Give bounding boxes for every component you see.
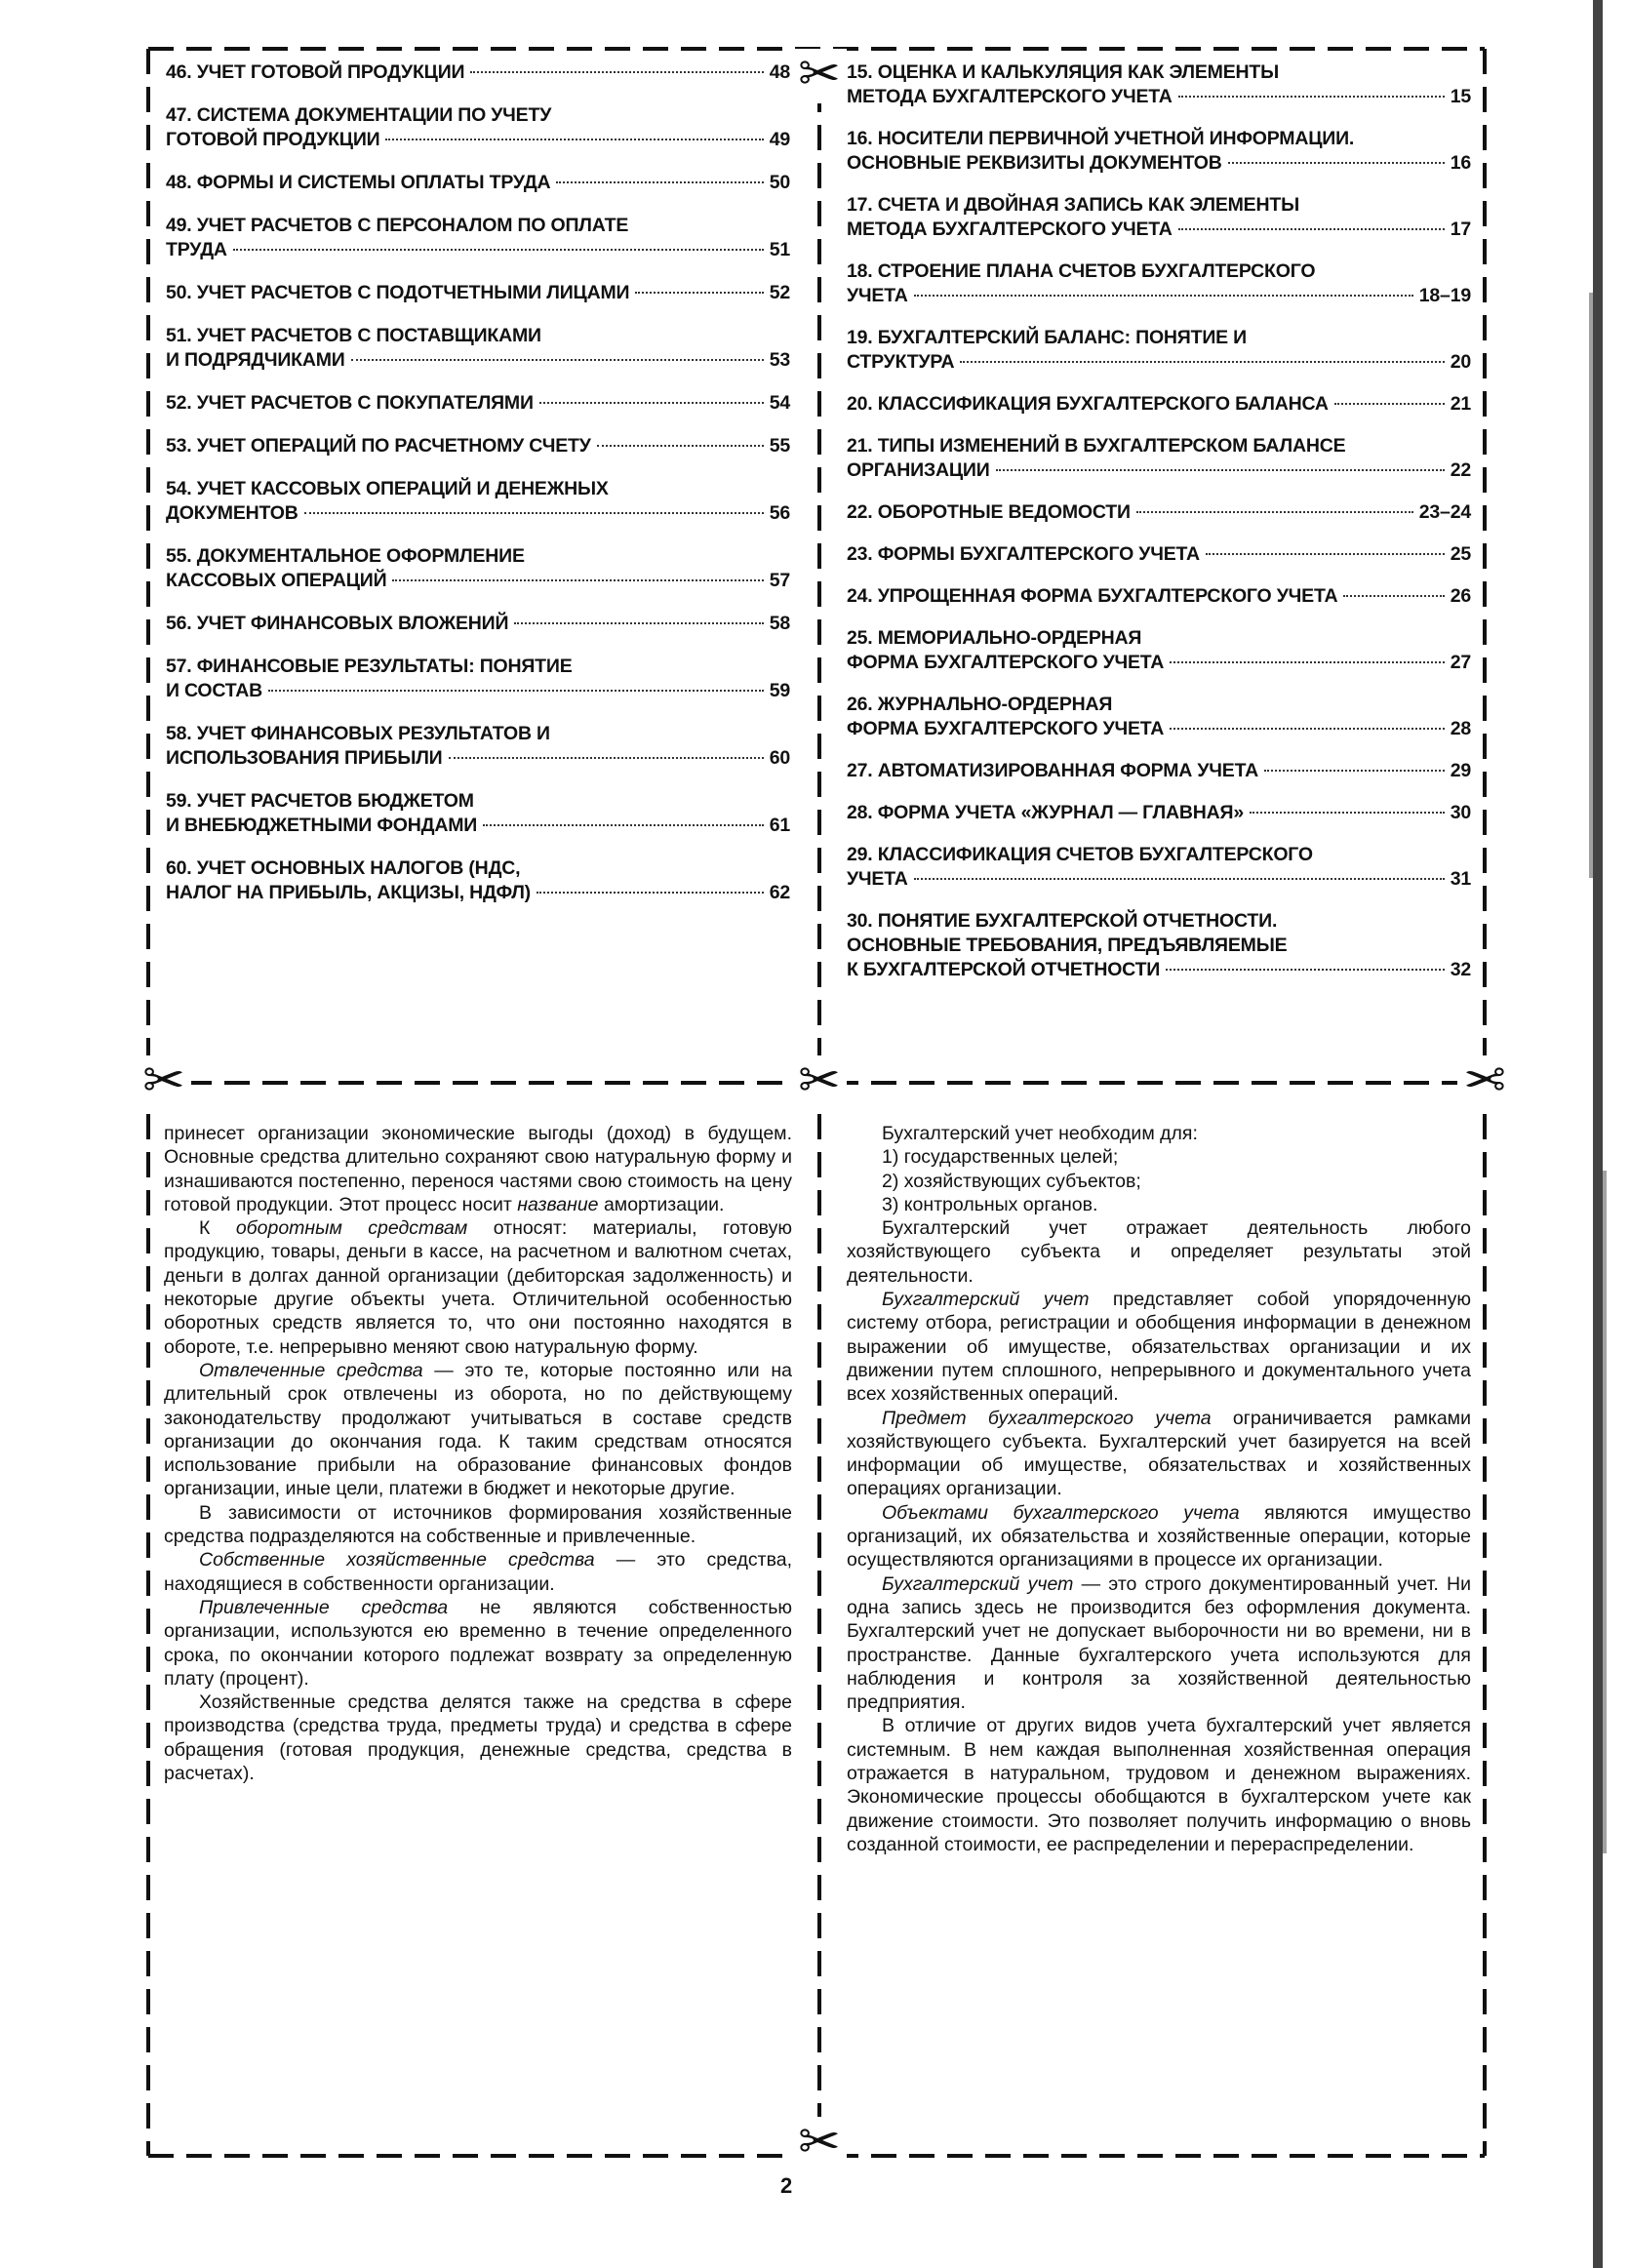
toc-entry xyxy=(847,500,1471,525)
toc-entry-title-line: 19. БУХГАЛТЕРСКИЙ БАЛАНС: ПОНЯТИЕ И xyxy=(847,327,1247,348)
toc-entry-title: ДОКУМЕНТОВ xyxy=(166,502,298,524)
paragraph xyxy=(847,1193,1471,1216)
emphasized-term: оборотным средствам xyxy=(235,1217,468,1240)
toc-entry-row xyxy=(847,759,1471,783)
paragraph xyxy=(847,1122,1471,1145)
toc-leader-dots xyxy=(1178,96,1445,98)
toc-entry xyxy=(847,909,1471,982)
text-run: являются имущество организаций, их обязательства и хозяйственные операции, которые осуществляются организациями в процессе их организации. xyxy=(847,1501,1471,1572)
toc-leader-dots xyxy=(914,295,1413,297)
toc-page-number: 29 xyxy=(1450,760,1471,781)
toc-entry-title: И СОСТАВ xyxy=(166,680,263,701)
toc-entry-row xyxy=(166,679,790,703)
toc-page-number: 52 xyxy=(769,282,790,303)
toc-entry-title: ФОРМА БУХГАЛТЕРСКОГО УЧЕТА xyxy=(847,718,1165,739)
text-run: Бухгалтерский учет необходим для: xyxy=(882,1123,1198,1144)
toc-page-number: 21 xyxy=(1450,393,1471,415)
emphasized-term: Собственные хозяйственные средства xyxy=(199,1549,595,1572)
toc-entry-row xyxy=(166,128,790,152)
scissors-icon: ✂ xyxy=(137,1055,191,1110)
toc-leader-dots xyxy=(514,622,763,624)
toc-entry xyxy=(166,789,790,838)
paragraph xyxy=(164,1548,792,1596)
toc-entry xyxy=(166,324,790,373)
table-of-contents-right xyxy=(847,60,1471,1000)
toc-entry xyxy=(166,544,790,593)
toc-entry-title-line: 60. УЧЕТ ОСНОВНЫХ НАЛОГОВ (НДС, xyxy=(166,857,521,879)
toc-entry xyxy=(166,477,790,526)
emphasized-term: Отвлеченные средства xyxy=(199,1359,423,1381)
toc-leader-dots xyxy=(1343,595,1444,597)
toc-page-number: 61 xyxy=(769,815,790,836)
toc-entry-title-line: 54. УЧЕТ КАССОВЫХ ОПЕРАЦИЙ И ДЕНЕЖНЫХ xyxy=(166,478,609,499)
text-run: относят: материалы, готовую продукцию, товары, деньги в кассе, на расчетном и валютном счетах, деньги в долгах данной организации (дебиторская задолженность) и некоторые другие объекты учета. Отличительной особенностью оборотных средств является то, что они постоянно находятся в обороте, т.е. непрерывно меняют свою натуральную форму. xyxy=(164,1217,792,1358)
text-run: принесет организации экономические выгоды (доход) в будущем. Основные средства длительно сохраняют свою натуральную форму и изнашиваются постепенно, перенося частями свою стоимость на цену готовой продукции. Этот процесс носит xyxy=(164,1123,792,1215)
body-text-right xyxy=(847,1122,1471,1856)
toc-entry-row xyxy=(847,284,1471,308)
toc-entry-row xyxy=(847,218,1471,242)
paragraph xyxy=(847,1714,1471,1856)
toc-entry-title: КАССОВЫХ ОПЕРАЦИЙ xyxy=(166,570,387,591)
toc-leader-dots xyxy=(1136,511,1413,513)
toc-entry-title: УЧЕТА xyxy=(847,285,908,306)
toc-entry xyxy=(166,434,790,458)
toc-entry-row xyxy=(847,500,1471,525)
toc-entry-row xyxy=(847,542,1471,567)
toc-entry xyxy=(166,281,790,305)
toc-page-number: 32 xyxy=(1450,959,1471,980)
toc-entry-title-line: 30. ПОНЯТИЕ БУХГАЛТЕРСКОЙ ОТЧЕТНОСТИ. xyxy=(847,910,1278,932)
toc-entry-row xyxy=(847,151,1471,176)
toc-entry-row xyxy=(166,391,790,416)
paragraph xyxy=(847,1572,1471,1715)
emphasized-term: Объектами бухгалтерского учета xyxy=(882,1501,1240,1524)
toc-entry xyxy=(847,193,1471,242)
toc-entry-row xyxy=(847,651,1471,675)
emphasized-term: Бухгалтерский учет xyxy=(882,1289,1090,1311)
scissors-icon: ✂ xyxy=(1457,1055,1512,1110)
toc-entry-row xyxy=(166,501,790,526)
toc-entry-title: 56. УЧЕТ ФИНАНСОВЫХ ВЛОЖЕНИЙ xyxy=(166,613,509,634)
toc-entry-title: И ПОДРЯДЧИКАМИ xyxy=(166,349,345,371)
toc-page-number: 26 xyxy=(1450,585,1471,607)
toc-leader-dots xyxy=(1166,969,1445,971)
scan-edge-shadow xyxy=(1585,0,1614,2268)
toc-entry-row xyxy=(847,867,1471,892)
toc-leader-dots xyxy=(1264,770,1445,772)
toc-page-number: 54 xyxy=(769,392,790,414)
toc-leader-dots xyxy=(392,579,763,581)
scissors-icon: ✂ xyxy=(792,49,847,103)
paragraph xyxy=(847,1407,1471,1501)
toc-entry-row xyxy=(847,717,1471,741)
toc-page-number: 51 xyxy=(769,239,790,260)
toc-entry xyxy=(847,584,1471,609)
toc-entry xyxy=(166,722,790,771)
toc-entry xyxy=(847,259,1471,308)
toc-page-number: 17 xyxy=(1450,219,1471,240)
toc-entry xyxy=(847,60,1471,109)
toc-entry-title: СТРУКТУРА xyxy=(847,351,955,373)
toc-leader-dots xyxy=(470,71,763,73)
toc-entry xyxy=(847,759,1471,783)
toc-entry-row xyxy=(166,569,790,593)
toc-entry-title-line: 17. СЧЕТА И ДВОЙНАЯ ЗАПИСЬ КАК ЭЛЕМЕНТЫ xyxy=(847,194,1299,216)
paragraph xyxy=(164,1216,792,1359)
toc-entry xyxy=(166,214,790,262)
toc-entry-row xyxy=(166,281,790,305)
toc-entry-title-line: ОСНОВНЫЕ ТРЕБОВАНИЯ, ПРЕДЪЯВЛЯЕМЫЕ xyxy=(847,935,1288,956)
toc-page-number: 15 xyxy=(1450,86,1471,107)
toc-entry xyxy=(847,626,1471,675)
text-run: В отличие от других видов учета бухгалтерский учет является системным. В нем каждая выполненная хозяйственная операция отражается в натуральном, трудовом и денежном выражениях. Экономические процессы обобщаются в бухгалтерском учете как движение стоимости. Это позволяет получить информацию о вновь созданной стоимости, ее распределении и перераспределении. xyxy=(847,1715,1471,1855)
toc-entry-title-line: 16. НОСИТЕЛИ ПЕРВИЧНОЙ УЧЕТНОЙ ИНФОРМАЦИИ. xyxy=(847,128,1355,149)
text-run: — это средства, находящиеся в собственности организации. xyxy=(164,1549,792,1595)
toc-page-number: 16 xyxy=(1450,152,1471,174)
toc-page-number: 20 xyxy=(1450,351,1471,373)
toc-entry-row xyxy=(847,458,1471,483)
toc-entry-row xyxy=(166,238,790,262)
toc-leader-dots xyxy=(556,181,763,183)
toc-entry xyxy=(166,60,790,85)
toc-page-number: 56 xyxy=(769,502,790,524)
toc-entry-row xyxy=(166,60,790,85)
toc-entry-title: ИСПОЛЬЗОВАНИЯ ПРИБЫЛИ xyxy=(166,747,443,769)
toc-entry-row xyxy=(847,801,1471,825)
text-run: — это строго документированный учет. Ни одна запись здесь не производится без оформления документа. Бухгалтерский учет не допускает выборочности ни во времени, ни в пространстве. Данные бухгалтерского учета используются для наблюдения и контроля за хозяйственной деятельностью предприятия. xyxy=(847,1572,1471,1714)
toc-page-number: 60 xyxy=(769,747,790,769)
toc-entry-title-line: 57. ФИНАНСОВЫЕ РЕЗУЛЬТАТЫ: ПОНЯТИЕ xyxy=(166,656,573,677)
toc-page-number: 57 xyxy=(769,570,790,591)
text-run: — это те, которые постоянно или на длительный срок отвлечены из оборота, но по действующему законодательству продолжают учитываться в составе средств организации до окончания года. К таким средствам относятся использование прибыли на образование финансовых фондов организации, иные цели, платежи в бюджет и некоторые другие. xyxy=(164,1359,792,1500)
toc-entry-title-line: 58. УЧЕТ ФИНАНСОВЫХ РЕЗУЛЬТАТОВ И xyxy=(166,723,550,744)
toc-leader-dots xyxy=(1206,553,1445,555)
toc-leader-dots xyxy=(1334,403,1445,405)
toc-entry xyxy=(166,856,790,905)
toc-leader-dots xyxy=(233,249,764,251)
toc-entry-row xyxy=(166,171,790,195)
toc-entry-row xyxy=(847,85,1471,109)
toc-entry-title-line: 47. СИСТЕМА ДОКУМЕНТАЦИИ ПО УЧЕТУ xyxy=(166,104,552,126)
toc-entry-title: 50. УЧЕТ РАСЧЕТОВ С ПОДОТЧЕТНЫМИ ЛИЦАМИ xyxy=(166,282,630,303)
text-run: 3) контрольных органов. xyxy=(882,1193,1098,1215)
toc-entry-row xyxy=(166,746,790,771)
toc-entry-title-line: 59. УЧЕТ РАСЧЕТОВ БЮДЖЕТОМ xyxy=(166,790,474,812)
toc-leader-dots xyxy=(960,361,1444,363)
toc-page-number: 25 xyxy=(1450,543,1471,565)
toc-leader-dots xyxy=(1250,812,1445,814)
text-run: 1) государственных целей; xyxy=(882,1146,1119,1169)
toc-entry xyxy=(166,171,790,195)
toc-entry-title-line: 15. ОЦЕНКА И КАЛЬКУЛЯЦИЯ КАК ЭЛЕМЕНТЫ xyxy=(847,61,1280,83)
toc-leader-dots xyxy=(1170,661,1445,663)
toc-entry-row xyxy=(166,814,790,838)
toc-entry-title-line: 26. ЖУРНАЛЬНО-ОРДЕРНАЯ xyxy=(847,694,1113,715)
toc-leader-dots xyxy=(483,824,764,826)
text-run: ограничивается рамками хозяйствующего субъекта. Бухгалтерский учет базируется на всей информации об имуществе, обязательствах и хозяйственных операциях организации. xyxy=(847,1407,1471,1500)
text-run: Хозяйственные средства делятся также на средства в сфере производства (средства труда, предметы труда) и средства в сфере обращения (готовая продукция, денежные средства, средства в расчетах). xyxy=(164,1691,792,1785)
text-run: Бухгалтерский учет отражает деятельность любого хозяйствующего субъекта и определяет результаты этой деятельности. xyxy=(847,1217,1471,1287)
toc-leader-dots xyxy=(597,445,764,447)
paragraph xyxy=(847,1501,1471,1572)
toc-leader-dots xyxy=(996,469,1445,471)
toc-entry-title: 53. УЧЕТ ОПЕРАЦИЙ ПО РАСЧЕТНОМУ СЧЕТУ xyxy=(166,435,591,457)
toc-leader-dots xyxy=(635,292,763,294)
toc-entry-title: 46. УЧЕТ ГОТОВОЙ ПРОДУКЦИИ xyxy=(166,61,465,83)
toc-page-number: 31 xyxy=(1450,868,1471,890)
toc-entry xyxy=(847,127,1471,176)
toc-leader-dots xyxy=(1178,228,1445,230)
toc-entry-title-line: 25. МЕМОРИАЛЬНО-ОРДЕРНАЯ xyxy=(847,627,1142,649)
toc-entry xyxy=(847,542,1471,567)
toc-entry xyxy=(166,612,790,636)
toc-leader-dots xyxy=(304,512,764,514)
toc-entry xyxy=(847,801,1471,825)
paragraph xyxy=(847,1145,1471,1169)
toc-entry-row xyxy=(847,584,1471,609)
toc-entry-title: ФОРМА БУХГАЛТЕРСКОГО УЧЕТА xyxy=(847,652,1165,673)
toc-entry-title: 28. ФОРМА УЧЕТА «ЖУРНАЛ — ГЛАВНАЯ» xyxy=(847,802,1245,823)
text-run: не являются собственностью организации, используются ею временно в течение определенного срока, по окончании которого подлежат возврату за определенную плату (процент). xyxy=(164,1596,792,1690)
text-run: К xyxy=(199,1217,236,1240)
toc-entry-row xyxy=(847,392,1471,417)
toc-entry-title: ОСНОВНЫЕ РЕКВИЗИТЫ ДОКУМЕНТОВ xyxy=(847,152,1222,174)
toc-entry-row xyxy=(166,612,790,636)
toc-page-number: 59 xyxy=(769,680,790,701)
toc-entry-title: И ВНЕБЮДЖЕТНЫМИ ФОНДАМИ xyxy=(166,815,478,836)
emphasized-term: название xyxy=(517,1193,599,1215)
toc-entry-title: 48. ФОРМЫ И СИСТЕМЫ ОПЛАТЫ ТРУДА xyxy=(166,172,551,193)
toc-entry-title-line: 55. ДОКУМЕНТАЛЬНОЕ ОФОРМЛЕНИЕ xyxy=(166,545,525,567)
toc-page-number: 48 xyxy=(769,61,790,83)
toc-leader-dots xyxy=(537,892,764,894)
toc-entry-title-line: 18. СТРОЕНИЕ ПЛАНА СЧЕТОВ БУХГАЛТЕРСКОГО xyxy=(847,260,1316,282)
toc-page-number: 58 xyxy=(769,613,790,634)
paragraph xyxy=(164,1691,792,1785)
toc-leader-dots xyxy=(449,757,764,759)
toc-leader-dots xyxy=(268,690,764,692)
toc-entry-title: МЕТОДА БУХГАЛТЕРСКОГО УЧЕТА xyxy=(847,219,1173,240)
toc-entry xyxy=(847,392,1471,417)
toc-entry-title-line: 21. ТИПЫ ИЗМЕНЕНИЙ В БУХГАЛТЕРСКОМ БАЛАНСЕ xyxy=(847,435,1346,457)
toc-leader-dots xyxy=(1170,728,1445,730)
toc-entry-row xyxy=(847,350,1471,375)
toc-entry-row xyxy=(166,881,790,905)
emphasized-term: Предмет бухгалтерского учета xyxy=(882,1407,1212,1429)
text-run: амортизации. xyxy=(598,1193,725,1215)
text-run: В зависимости от источников формирования хозяйственные средства подразделяются на собственные и привлеченные. xyxy=(164,1501,792,1548)
toc-entry-row xyxy=(166,348,790,373)
toc-page-number: 23–24 xyxy=(1418,501,1471,523)
toc-page-number: 49 xyxy=(769,129,790,150)
toc-page-number: 55 xyxy=(769,435,790,457)
paragraph xyxy=(164,1359,792,1501)
text-run: 2) хозяйствующих субъектов; xyxy=(882,1170,1141,1192)
paragraph xyxy=(847,1170,1471,1193)
toc-entry xyxy=(847,326,1471,375)
emphasized-term: Бухгалтерский учет xyxy=(882,1572,1074,1595)
toc-leader-dots xyxy=(351,359,764,361)
toc-page-number: 28 xyxy=(1450,718,1471,739)
toc-page-number: 30 xyxy=(1450,802,1471,823)
paragraph xyxy=(164,1122,792,1216)
toc-entry-row xyxy=(166,434,790,458)
toc-entry-title: 52. УЧЕТ РАСЧЕТОВ С ПОКУПАТЕЛЯМИ xyxy=(166,392,534,414)
toc-leader-dots xyxy=(385,139,763,140)
toc-entry xyxy=(847,843,1471,892)
toc-leader-dots xyxy=(539,402,764,404)
toc-entry-title: УЧЕТА xyxy=(847,868,908,890)
toc-page-number: 50 xyxy=(769,172,790,193)
toc-entry xyxy=(166,391,790,416)
toc-entry-row xyxy=(847,958,1471,982)
paragraph xyxy=(847,1288,1471,1406)
toc-entry xyxy=(166,103,790,152)
toc-entry xyxy=(847,693,1471,741)
emphasized-term: Привлеченные средства xyxy=(199,1596,449,1618)
toc-leader-dots xyxy=(914,878,1445,880)
toc-page-number: 22 xyxy=(1450,459,1471,481)
toc-leader-dots xyxy=(1228,162,1445,164)
toc-entry-title: 20. КЛАССИФИКАЦИЯ БУХГАЛТЕРСКОГО БАЛАНСА xyxy=(847,393,1329,415)
toc-entry xyxy=(847,434,1471,483)
toc-page-number: 53 xyxy=(769,349,790,371)
toc-entry-title-line: 49. УЧЕТ РАСЧЕТОВ С ПЕРСОНАЛОМ ПО ОПЛАТЕ xyxy=(166,215,629,236)
toc-entry-title: ОРГАНИЗАЦИИ xyxy=(847,459,990,481)
toc-entry-title: 24. УПРОЩЕННАЯ ФОРМА БУХГАЛТЕРСКОГО УЧЕТА xyxy=(847,585,1338,607)
toc-entry-title-line: 29. КЛАССИФИКАЦИЯ СЧЕТОВ БУХГАЛТЕРСКОГО xyxy=(847,844,1313,865)
toc-page-number: 27 xyxy=(1450,652,1471,673)
body-text-left xyxy=(164,1122,792,1785)
scissors-icon: ✂ xyxy=(792,1055,847,1110)
toc-entry-title: ТРУДА xyxy=(166,239,227,260)
toc-entry-title: К БУХГАЛТЕРСКОЙ ОТЧЕТНОСТИ xyxy=(847,959,1161,980)
paragraph xyxy=(847,1216,1471,1288)
table-of-contents-left xyxy=(166,60,790,924)
text-run: представляет собой упорядоченную систему отбора, регистрации и обобщения информации в денежном выражении об имуществе, обязательствах организации и их движении путем сплошного, непрерывного и документального учета всех хозяйственных операций. xyxy=(847,1289,1471,1406)
toc-entry-title: 23. ФОРМЫ БУХГАЛТЕРСКОГО УЧЕТА xyxy=(847,543,1200,565)
toc-page-number: 18–19 xyxy=(1418,285,1471,306)
toc-entry-title: 22. ОБОРОТНЫЕ ВЕДОМОСТИ xyxy=(847,501,1131,523)
toc-entry xyxy=(166,655,790,703)
toc-entry-title: 27. АВТОМАТИЗИРОВАННАЯ ФОРМА УЧЕТА xyxy=(847,760,1258,781)
scissors-icon: ✂ xyxy=(792,2117,847,2171)
paragraph xyxy=(164,1501,792,1549)
toc-entry-title: МЕТОДА БУХГАЛТЕРСКОГО УЧЕТА xyxy=(847,86,1173,107)
toc-page-number: 62 xyxy=(769,882,790,903)
page-number: 2 xyxy=(780,2173,793,2198)
toc-entry-title: ГОТОВОЙ ПРОДУКЦИИ xyxy=(166,129,380,150)
toc-entry-title: НАЛОГ НА ПРИБЫЛЬ, АКЦИЗЫ, НДФЛ) xyxy=(166,882,531,903)
paragraph xyxy=(164,1596,792,1691)
toc-entry-title-line: 51. УЧЕТ РАСЧЕТОВ С ПОСТАВЩИКАМИ xyxy=(166,325,541,346)
